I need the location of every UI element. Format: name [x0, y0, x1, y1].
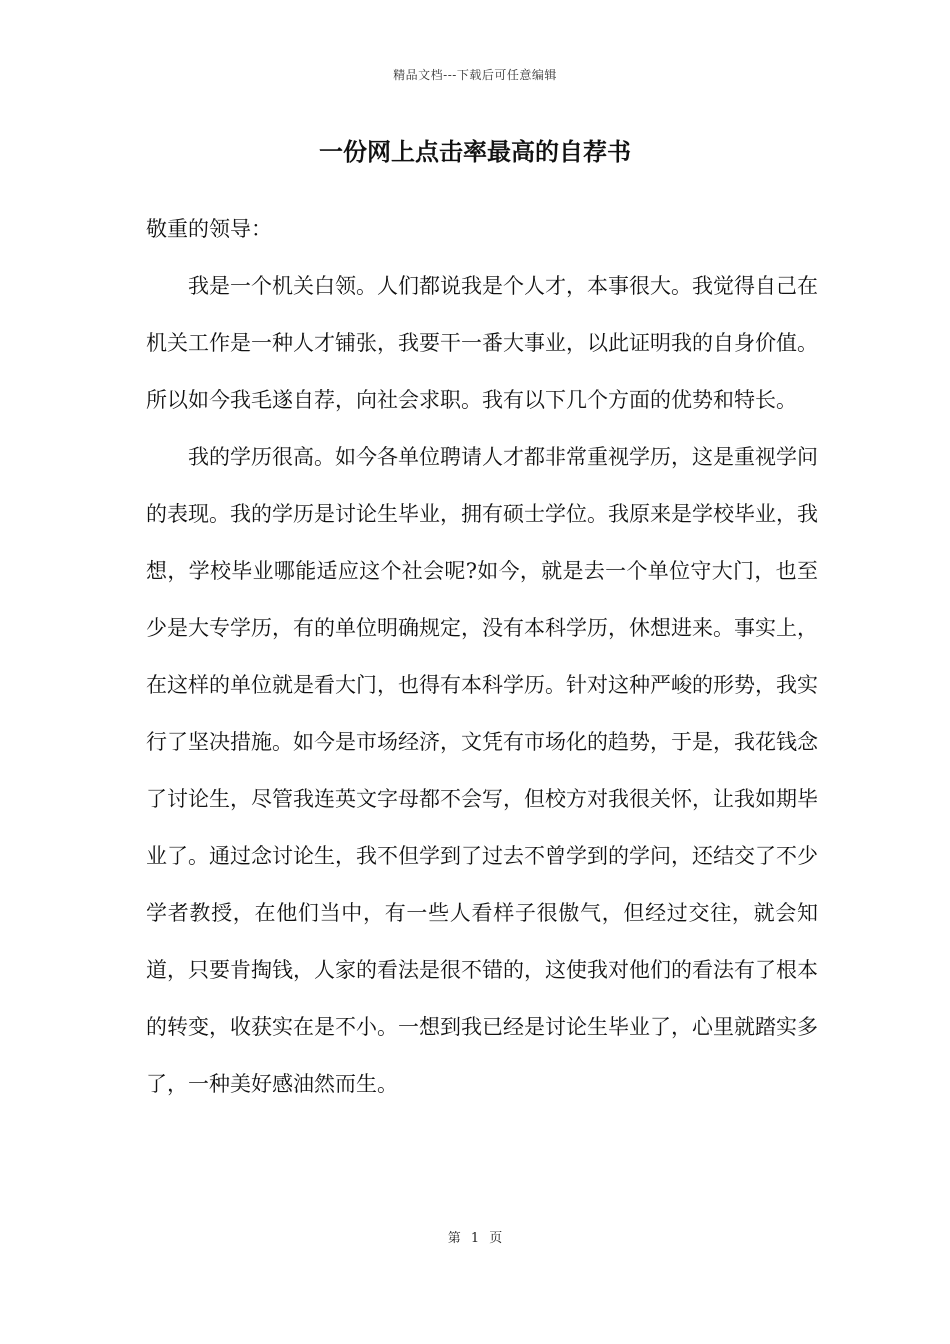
paragraph-1: 我是一个机关白领。人们都说我是个人才，本事很大。我觉得自己在机关工作是一种人才铺张，我要干一番大事业，以此证明我的自身价值。所以如今我毛遂自荐，向社会求职。我有以下几个方面的优势和特长。 — [146, 274, 818, 412]
document-title: 一份网上点击率最高的自荐书 — [319, 137, 631, 166]
page-number-suffix: 页 — [489, 1231, 503, 1246]
salutation: 敬重的领导： — [146, 217, 272, 241]
page-number: 1 — [470, 1231, 480, 1246]
paragraph-2: 我的学历很高。如今各单位聘请人才都非常重视学历，这是重视学问的表现。我的学历是讨论生毕业，拥有硕士学位。我原来是学校毕业，我想，学校毕业哪能适应这个社会呢?如今，就是去一个单位守大门，也至少是大专学历，有的单位明确规定，没有本科学历，休想进来。事实上，在这样的单位就是看大门，也得有本科学历。针对这种严峻的形势，我实行了坚决措施。如今是市场经济，文凭有市场化的趋势，于是，我花钱念了讨论生，尽管我连英文字母都不会写，但校方对我很关怀，让我如期毕业了。通过念讨论生，我不但学到了过去不曾学到的学问，还结交了不少学者教授，在他们当中，有一些人看样子很傲气，但经过交往，就会知道，只要肯掏钱，人家的看法是很不错的，这使我对他们的看法有了根本的转变，收获实在是不小。一想到我已经是讨论生毕业了，心里就踏实多了，一种美好感油然而生。 — [146, 445, 818, 1096]
page-number-prefix: 第 — [447, 1231, 461, 1246]
page-footer — [0, 1227, 950, 1246]
document-body — [146, 201, 818, 1113]
header-note: 精品文档---下载后可任意编辑 — [393, 68, 557, 82]
